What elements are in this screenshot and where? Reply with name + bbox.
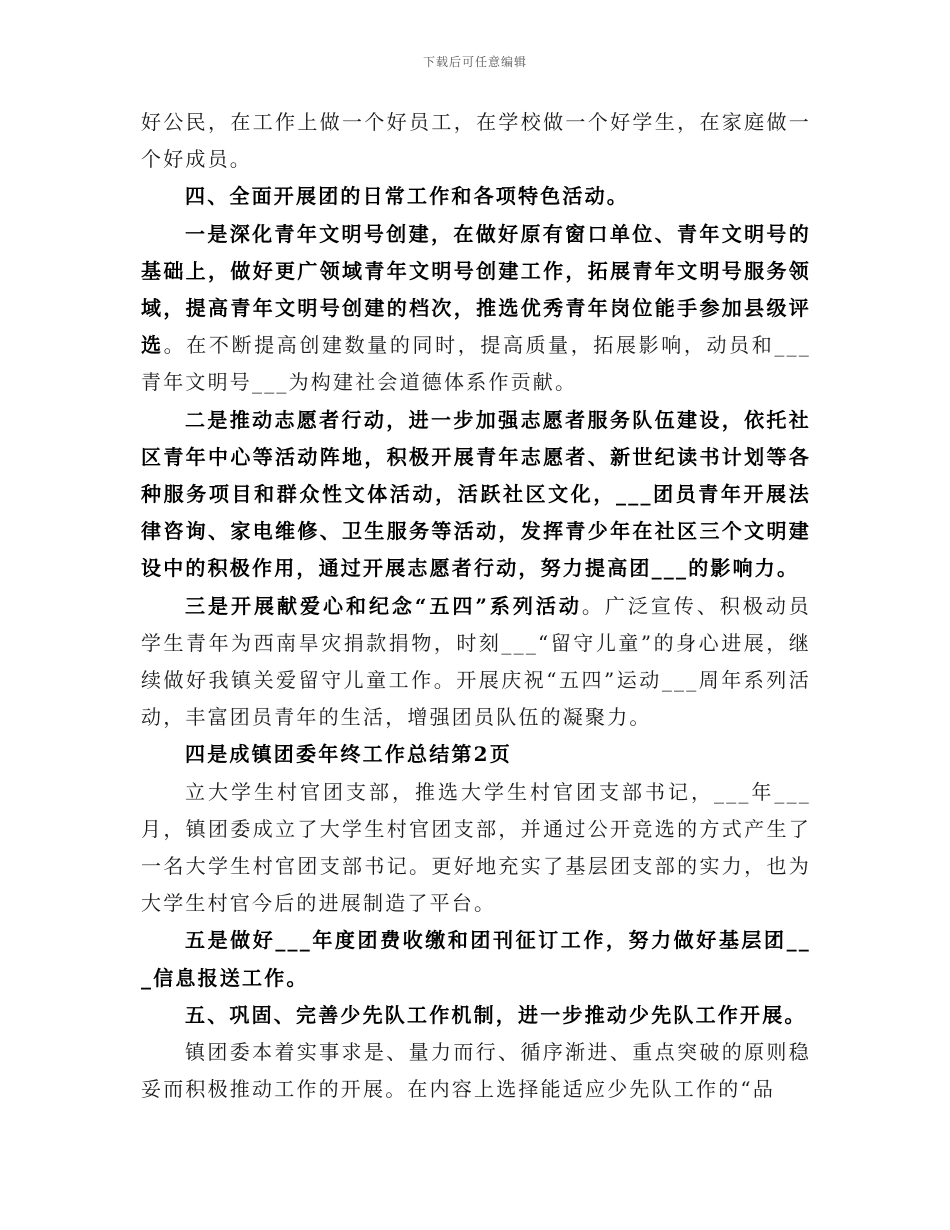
paragraph-item-2 <box>141 402 811 588</box>
paragraph-item-3 <box>141 588 811 737</box>
section-heading-5 <box>141 997 811 1034</box>
paragraph-bold-text: 四、全面开展团的日常工作和各项特色活动。 <box>185 184 629 209</box>
paragraph-bold-text: 五是做好___年度团费收缴和团刊征订工作，努力做好基层团___信息报送工作。 <box>141 928 811 990</box>
paragraph-bold-text: 四是成镇团委年终工作总结第2页 <box>185 742 512 767</box>
paragraph-bold-text: 五、巩固、完善少先队工作机制，进一步推动少先队工作开展。 <box>185 1002 807 1027</box>
paragraph-continuation <box>141 104 811 178</box>
paragraph-bold-text: 三是开展献爱心和纪念“五四”系列活动 <box>185 593 582 618</box>
paragraph-text: 立大学生村官团支部，推选大学生村官团支部书记，___年___月，镇团委成立了大学生村官团支部，并通过公开竞选的方式产生了一名大学生村官团支部书记。更好地充实了基层团支部的实力，也为大学生村官今后的进展制造了平台。 <box>141 779 811 916</box>
paragraph-text: 镇团委本着实事求是、量力而行、循序渐进、重点突破的原则稳妥而积极推动工作的开展。在内容上选择能适应少先队工作的“品 <box>141 1040 811 1102</box>
paragraph-text: 。在不断提高创建数量的同时，提高质量，拓展影响，动员和___青年文明号___为构建社会道德体系作贡献。 <box>141 333 812 395</box>
paragraph-bold-text: 一是深化青年文明号创建，在做好原有窗口单位、青年文明号的基础上，做好更广领域青年文明号创建工作，拓展青年文明号服务领域，提高青年文明号创建的档次，推选优秀青年岗位能手参加县级评选 <box>141 221 811 358</box>
document-body <box>141 104 811 1108</box>
paragraph-item-4-body <box>141 774 811 923</box>
paragraph-section-5-body <box>141 1034 811 1108</box>
paragraph-text: 好公民，在工作上做一个好员工，在学校做一个好学生，在家庭做一个好成员。 <box>141 110 811 172</box>
page-header: 下载后可任意编辑 <box>422 55 527 69</box>
paragraph-text: 。广泛宣传、积极动员学生青年为西南旱灾捐款捐物，时刻___“留守儿童”的身心进展，继续做好我镇关爱留守儿童工作。开展庆祝“五四”运动___周年系列活动，丰富团员青年的生活，增强团员队伍的凝聚力。 <box>141 593 812 730</box>
paragraph-item-4 <box>141 736 811 773</box>
section-heading-4 <box>141 178 811 215</box>
paragraph-item-1 <box>141 216 811 402</box>
paragraph-item-5 <box>141 922 811 996</box>
paragraph-bold-text: 二是推动志愿者行动，进一步加强志愿者服务队伍建设，依托社区青年中心等活动阵地，积极开展青年志愿者、新世纪读书计划等各种服务项目和群众性文体活动，活跃社区文化，___团员青年开展法律咨询、家电维修、卫生服务等活动，发挥青少年在社区三个文明建设中的积极作用，通过开展志愿者行动，努力提高团___的影响力。 <box>141 407 811 581</box>
